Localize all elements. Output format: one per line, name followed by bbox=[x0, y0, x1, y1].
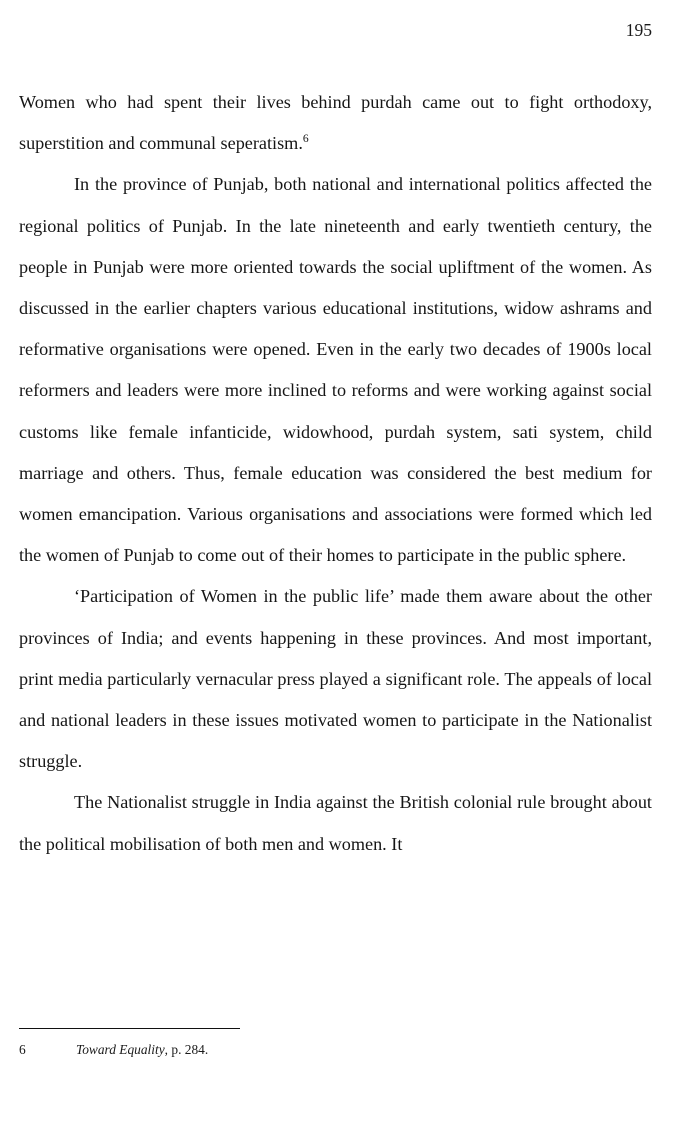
paragraph-1 bbox=[19, 82, 652, 164]
footnote-reference-marker: 6 bbox=[302, 132, 309, 146]
paragraph-1-text: Women who had spent their lives behind purdah came out to fight orthodoxy, superstition and communal seperatism. bbox=[19, 92, 652, 154]
footnote-title: Toward Equality bbox=[76, 1042, 165, 1057]
page-number: 195 bbox=[625, 20, 652, 40]
footnote-number: 6 bbox=[19, 1042, 26, 1057]
paragraph-2: In the province of Punjab, both national and international politics affected the regional politics of Punjab. In the late nineteenth and early twentieth century, the people in Punjab were more oriented towards the social upliftment of the women. As discussed in the earlier chapters various educational institutions, widow ashrams and reformative organisations were opened. Even in the early two decades of 1900s local reformers and leaders were more inclined to reforms and were working against social customs like female infanticide, widowhood, purdah system, sati system, child marriage and others. Thus, female education was considered the best medium for women emancipation. Various organisations and associations were formed which led the women of Punjab to come out of their homes to participate in the public sphere. bbox=[19, 174, 652, 566]
paragraph-4: The Nationalist struggle in India against the British colonial rule brought about the political mobilisation of both men and women. It bbox=[19, 792, 652, 854]
footnote-area bbox=[19, 1028, 652, 1059]
body-text-column bbox=[19, 82, 652, 865]
footnote-entry bbox=[19, 1041, 652, 1059]
footnote-citation: , p. 284. bbox=[164, 1042, 209, 1057]
footnote-separator-rule bbox=[19, 1028, 240, 1029]
paragraph-3: ‘Participation of Women in the public life’ made them aware about the other provinces of India; and events happening in these provinces. And most important, print media particularly vernacular press played a significant role. The appeals of local and national leaders in these issues motivated women to participate in the Nationalist struggle. bbox=[19, 586, 652, 772]
